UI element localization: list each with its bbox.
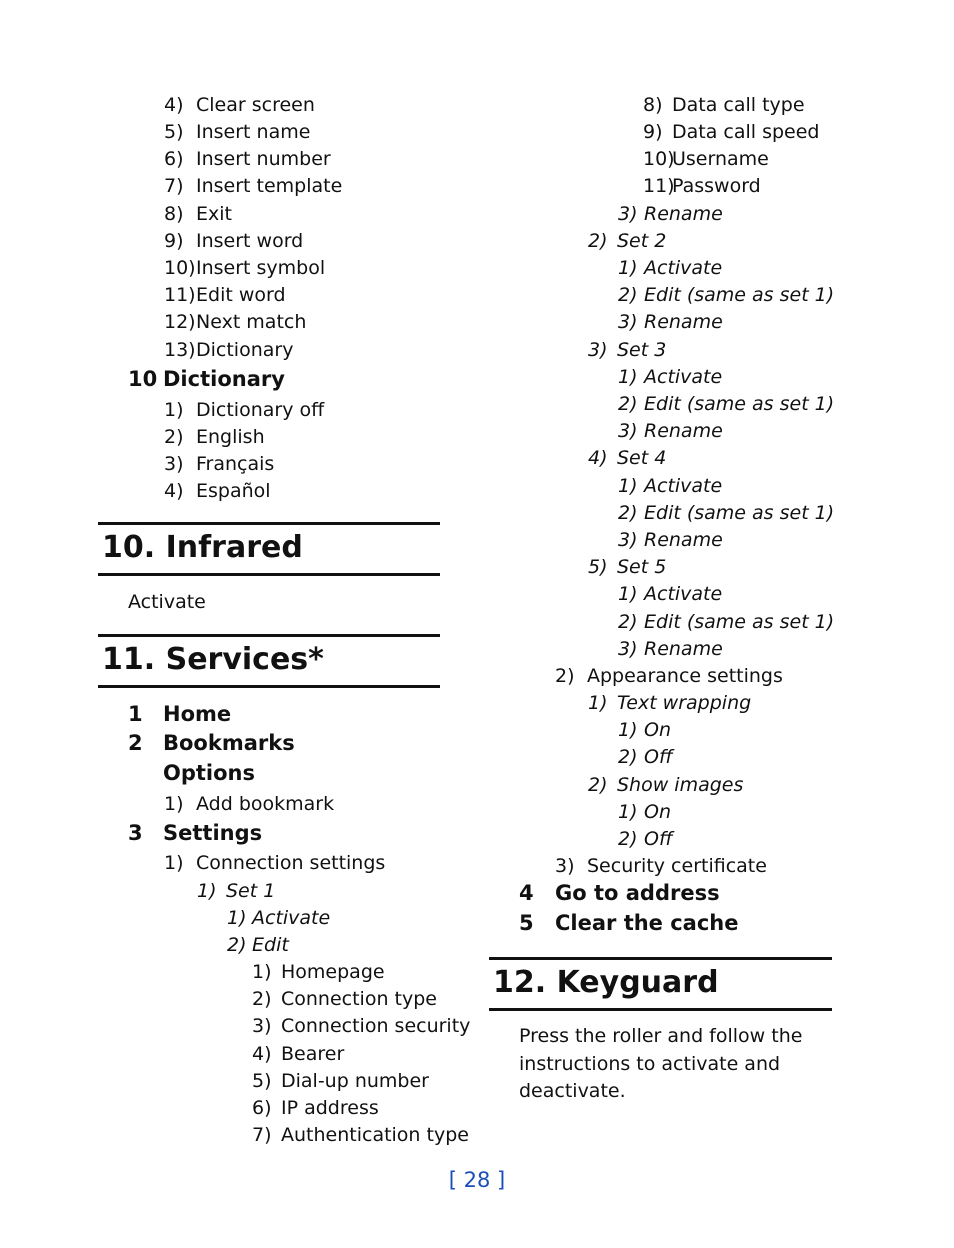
list-item: 11)Edit word	[164, 284, 286, 306]
list-item: 1) Text wrapping	[588, 692, 752, 714]
list-item: 3) Rename	[618, 311, 723, 333]
list-item: 1) Activate	[618, 475, 723, 497]
list-item: 9) Insert word	[164, 230, 304, 252]
list-item: 1) On	[618, 801, 671, 823]
list-item: 2) Set 2	[588, 230, 667, 252]
list-item: 1) Connection settings	[164, 852, 386, 874]
section-header-infrared	[98, 522, 440, 576]
list-item: 5) Dial-up number	[252, 1070, 429, 1092]
list-item: 2) Show images	[588, 774, 744, 796]
list-heading: 3 Settings	[128, 821, 263, 845]
list-item: 2) Off	[618, 828, 673, 850]
list-item: 1) Add bookmark	[164, 793, 335, 815]
list-item: 4) Español	[164, 480, 271, 502]
list-item: 8) Data call type	[643, 94, 805, 116]
list-item: 1) Activate	[618, 257, 723, 279]
list-item: 3) Français	[164, 453, 275, 475]
list-item: 2) Off	[618, 746, 673, 768]
list-item: 11)Password	[643, 175, 761, 197]
list-item: 13)Dictionary	[164, 339, 294, 361]
section-header-keyguard	[489, 957, 832, 1011]
list-item: 2) Edit (same as set 1)	[618, 502, 835, 524]
list-item: 3) Rename	[618, 203, 723, 225]
list-item: 10)Insert symbol	[164, 257, 326, 279]
list-item: 2) Connection type	[252, 988, 437, 1010]
list-item: 6) IP address	[252, 1097, 379, 1119]
list-item: 8) Exit	[164, 203, 232, 225]
list-item: 3) Connection security	[252, 1015, 471, 1037]
list-item: 2) English	[164, 426, 265, 448]
section-title: 11. Services*	[102, 642, 324, 677]
list-item: 7) Authentication type	[252, 1124, 469, 1146]
list-item: 1) Dictionary off	[164, 399, 325, 421]
list-item: 5) Insert name	[164, 121, 311, 143]
list-heading: 10 Dictionary	[128, 367, 285, 391]
list-heading: 5 Clear the cache	[519, 911, 739, 935]
list-item: 2) Edit (same as set 1)	[618, 611, 835, 633]
list-item: 1) Activate	[618, 583, 723, 605]
list-item: 1) On	[618, 719, 671, 741]
section-body: Activate	[128, 591, 206, 613]
list-heading: Options	[163, 761, 255, 785]
section-title: 12. Keyguard	[493, 965, 719, 1000]
list-item: 10)Username	[643, 148, 769, 170]
list-item: 7) Insert template	[164, 175, 343, 197]
list-item: 4) Bearer	[252, 1043, 345, 1065]
list-item: 1) Homepage	[252, 961, 385, 983]
list-item: 1) Activate	[227, 907, 331, 929]
list-item: 3) Rename	[618, 638, 723, 660]
list-heading: 1 Home	[128, 702, 232, 726]
list-item: 3) Security certificate	[555, 855, 767, 877]
list-item: 3) Rename	[618, 529, 723, 551]
section-title: 10. Infrared	[102, 530, 303, 565]
list-item: 2) Edit (same as set 1)	[618, 393, 835, 415]
list-item: 2) Edit	[227, 934, 289, 956]
list-heading: 2 Bookmarks	[128, 731, 295, 755]
list-item: 4) Clear screen	[164, 94, 315, 116]
list-heading: 4 Go to address	[519, 881, 720, 905]
section-body: Press the roller and follow the instructions to activate and deactivate.	[519, 1025, 803, 1102]
list-item: 4) Set 4	[588, 447, 667, 469]
section-header-services	[98, 634, 440, 688]
page-number: [ 28 ]	[448, 1168, 506, 1192]
list-item: 5) Set 5	[588, 556, 667, 578]
list-item: 3) Set 3	[588, 339, 667, 361]
list-item: 3) Rename	[618, 420, 723, 442]
list-item: 12)Next match	[164, 311, 307, 333]
list-item: 2) Appearance settings	[555, 665, 783, 687]
list-item: 1) Set 1	[197, 880, 276, 902]
list-item: 1) Activate	[618, 366, 723, 388]
list-item: 2) Edit (same as set 1)	[618, 284, 835, 306]
list-item: 6) Insert number	[164, 148, 331, 170]
list-item: 9) Data call speed	[643, 121, 820, 143]
